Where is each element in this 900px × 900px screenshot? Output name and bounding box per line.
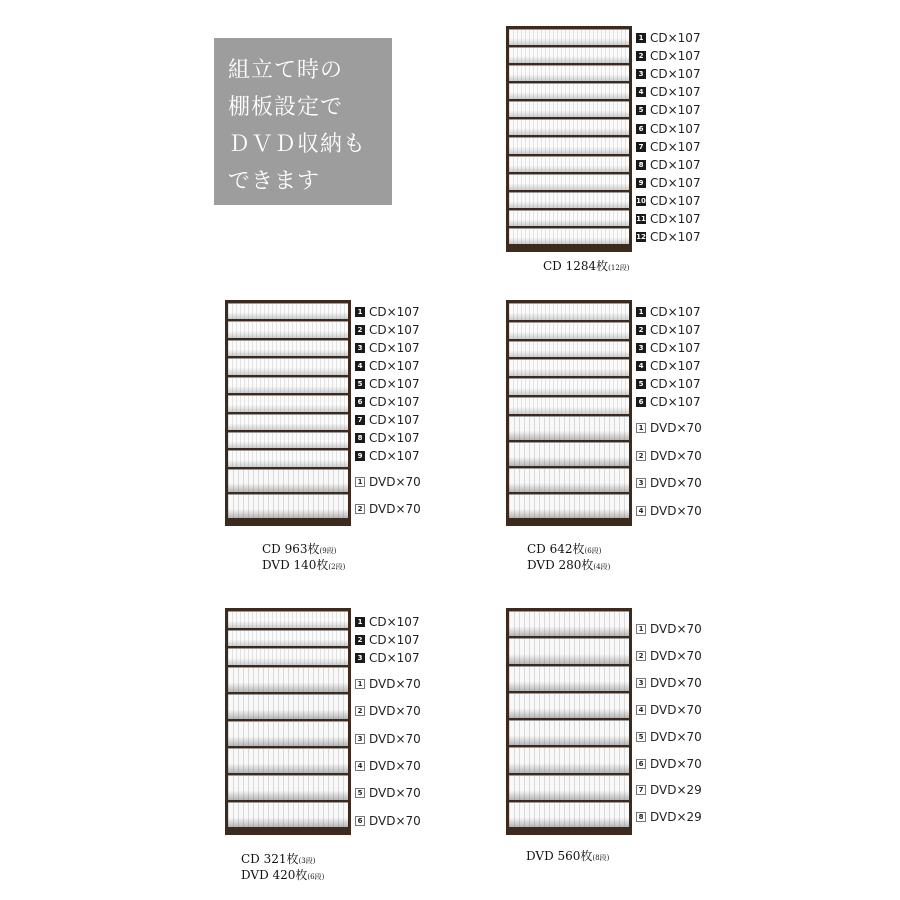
shelf-label xyxy=(636,421,702,435)
shelf-number-badge: 5 xyxy=(355,788,365,798)
shelf-capacity-label: CD×107 xyxy=(650,67,701,82)
caption-total: CD 321枚 xyxy=(241,852,299,866)
shelf-capacity-label: CD×107 xyxy=(369,359,420,373)
banner-line: 棚板設定で xyxy=(228,95,344,120)
dvd-shelf-row xyxy=(509,775,629,800)
shelf-capacity-label: DVD×29 xyxy=(650,810,702,825)
caption-total: DVD 560枚 xyxy=(526,849,593,863)
banner-line: ＤＶＤ収納も xyxy=(228,132,367,157)
cd-shelf-row xyxy=(228,377,348,393)
caption-tier-count: (2段) xyxy=(328,563,346,571)
shelf-label xyxy=(355,732,421,746)
shelf-number-badge: 4 xyxy=(636,506,646,516)
shelf-number-badge: 2 xyxy=(636,51,646,61)
shelf-number-badge: 10 xyxy=(636,196,646,205)
cd-shelf-row xyxy=(509,359,629,376)
shelf-label xyxy=(636,305,701,319)
info-banner xyxy=(214,38,392,205)
shelf-number-badge: 5 xyxy=(636,379,646,389)
shelf-capacity-label: CD×107 xyxy=(650,305,701,319)
caption-line xyxy=(241,868,324,884)
shelf-label xyxy=(636,230,701,244)
caption-tier-count: (9段) xyxy=(319,547,337,555)
caption-line xyxy=(262,542,345,558)
shelf-number-badge: 1 xyxy=(636,307,646,317)
shelf-number-badge: 8 xyxy=(636,812,646,822)
capacity-caption xyxy=(262,542,345,574)
shelf-capacity-label: CD×107 xyxy=(650,157,701,172)
shelf-number-badge: 6 xyxy=(355,816,365,826)
shelf-capacity-label: CD×107 xyxy=(650,377,701,391)
shelf-label xyxy=(636,504,702,518)
caption-total: CD 1284枚 xyxy=(543,259,609,273)
shelf-label xyxy=(636,122,701,136)
dvd-shelf-row xyxy=(509,720,629,745)
shelf-number-badge: 4 xyxy=(355,761,365,771)
cd-shelf-row xyxy=(509,174,629,190)
shelf-label xyxy=(355,395,420,409)
shelf-capacity-label: CD×107 xyxy=(369,395,420,409)
cd-shelf-row xyxy=(228,358,348,374)
shelf-capacity-label: DVD×70 xyxy=(369,786,421,801)
shelf-number-badge: 11 xyxy=(636,215,646,223)
shelf-number-badge: 2 xyxy=(636,651,646,661)
caption-line xyxy=(527,558,610,574)
shelf-label xyxy=(636,85,701,99)
shelf-number-badge: 9 xyxy=(636,178,646,188)
shelf-number-badge: 2 xyxy=(636,451,646,461)
shelf-capacity-label: CD×107 xyxy=(650,139,701,154)
cd-shelf-row xyxy=(228,340,348,356)
shelf-number-badge: 2 xyxy=(355,504,365,514)
capacity-caption xyxy=(543,259,630,275)
shelf-number-badge: 3 xyxy=(636,343,646,353)
shelf-label xyxy=(636,323,701,337)
shelf-capacity-label: CD×107 xyxy=(650,103,701,118)
shelf-number-badge: 12 xyxy=(636,233,646,242)
shelf-capacity-label: DVD×70 xyxy=(650,648,702,663)
shelf-capacity-label: CD×107 xyxy=(650,121,701,136)
cd-shelf-row xyxy=(228,321,348,337)
cd-shelf-row xyxy=(228,395,348,411)
shelf-label xyxy=(636,810,702,824)
shelf-label xyxy=(636,49,701,63)
shelf-capacity-label: DVD×70 xyxy=(650,729,702,744)
bookcase-illustration xyxy=(225,608,351,835)
shelf-label xyxy=(355,341,420,355)
shelf-number-badge: 4 xyxy=(636,361,646,371)
shelf-number-badge: 3 xyxy=(355,653,365,663)
shelf-number-badge: 2 xyxy=(355,325,365,335)
shelf-capacity-label: CD×107 xyxy=(650,323,701,337)
shelf-number-badge: 1 xyxy=(636,624,646,634)
caption-tier-count: (3段) xyxy=(298,857,316,865)
shelf-capacity-label: CD×107 xyxy=(369,305,420,319)
shelf-label xyxy=(636,359,701,373)
shelf-label xyxy=(355,449,420,463)
shelf-number-badge: 4 xyxy=(355,361,365,371)
shelf-capacity-label: DVD×70 xyxy=(369,704,421,719)
shelf-capacity-label: CD×107 xyxy=(369,449,420,463)
shelf-label xyxy=(636,703,702,717)
cd-shelf-row xyxy=(509,137,629,153)
dvd-shelf-row xyxy=(509,747,629,772)
shelf-label xyxy=(636,140,701,154)
cd-shelf-row xyxy=(509,378,629,395)
shelf-label xyxy=(636,622,702,636)
shelf-capacity-label: CD×107 xyxy=(369,633,420,647)
shelf-capacity-label: DVD×70 xyxy=(650,448,702,463)
shelf-capacity-label: CD×107 xyxy=(650,212,701,226)
bookcase-illustration xyxy=(225,300,351,526)
shelf-capacity-label: CD×107 xyxy=(650,193,701,208)
shelf-label xyxy=(355,305,420,319)
shelf-capacity-label: CD×107 xyxy=(369,341,420,355)
shelf-capacity-label: DVD×70 xyxy=(650,675,702,690)
shelf-number-badge: 1 xyxy=(355,617,365,627)
shelf-capacity-label: DVD×70 xyxy=(369,758,421,773)
dvd-shelf-row xyxy=(509,802,629,827)
shelf-number-badge: 3 xyxy=(355,734,365,744)
shelf-label xyxy=(355,377,420,391)
shelf-label xyxy=(636,176,701,190)
capacity-caption xyxy=(527,542,610,574)
cd-shelf-row xyxy=(509,303,629,320)
cd-shelf-row xyxy=(509,228,629,244)
cd-shelf-row xyxy=(228,648,348,665)
dvd-shelf-row xyxy=(228,667,348,692)
bookcase-illustration xyxy=(506,608,632,835)
shelf-label xyxy=(355,759,421,773)
capacity-caption xyxy=(526,849,609,865)
shelf-capacity-label: DVD×70 xyxy=(650,503,702,518)
shelf-number-badge: 1 xyxy=(355,477,365,487)
cd-shelf-row xyxy=(509,322,629,339)
shelf-capacity-label: CD×107 xyxy=(650,31,701,45)
shelf-label xyxy=(636,341,701,355)
shelf-label xyxy=(355,502,421,516)
shelf-number-badge: 3 xyxy=(636,678,646,688)
cd-shelf-row xyxy=(509,47,629,63)
dvd-shelf-row xyxy=(509,442,629,466)
dvd-shelf-row xyxy=(509,468,629,492)
shelf-label xyxy=(355,615,420,629)
cd-shelf-row xyxy=(228,414,348,430)
banner-line: できます xyxy=(228,169,321,194)
shelf-label xyxy=(355,786,421,800)
shelf-capacity-label: DVD×29 xyxy=(650,783,702,798)
dvd-shelf-row xyxy=(509,416,629,440)
caption-tier-count: (12段) xyxy=(608,264,630,272)
shelf-number-badge: 1 xyxy=(636,423,646,433)
shelf-label xyxy=(636,377,701,391)
cd-shelf-row xyxy=(228,630,348,647)
dvd-shelf-row xyxy=(509,666,629,691)
shelf-number-badge: 5 xyxy=(636,732,646,742)
shelf-number-badge: 7 xyxy=(355,415,365,425)
caption-line xyxy=(241,852,324,868)
shelf-label xyxy=(355,323,420,337)
caption-total: DVD 280枚 xyxy=(527,558,594,572)
cd-shelf-row xyxy=(228,450,348,466)
shelf-label xyxy=(355,475,421,489)
shelf-label xyxy=(636,395,701,409)
shelf-capacity-label: DVD×70 xyxy=(650,756,702,771)
shelf-capacity-label: DVD×70 xyxy=(369,813,421,828)
shelf-label xyxy=(355,413,420,427)
shelf-capacity-label: CD×107 xyxy=(650,49,701,64)
shelf-capacity-label: CD×107 xyxy=(650,341,701,355)
shelf-label xyxy=(636,194,701,208)
cd-shelf-row xyxy=(509,119,629,135)
shelf-capacity-label: CD×107 xyxy=(650,175,701,190)
shelf-number-badge: 5 xyxy=(355,379,365,389)
dvd-shelf-row xyxy=(228,775,348,800)
dvd-shelf-row xyxy=(228,494,348,518)
shelf-number-badge: 6 xyxy=(355,397,365,407)
caption-line xyxy=(526,849,609,865)
shelf-capacity-label: CD×107 xyxy=(369,413,420,427)
shelf-number-badge: 1 xyxy=(355,679,365,689)
caption-total: CD 642枚 xyxy=(527,542,585,556)
cd-shelf-row xyxy=(509,101,629,117)
shelf-number-badge: 6 xyxy=(636,397,646,407)
shelf-label xyxy=(355,431,420,445)
shelf-number-badge: 9 xyxy=(355,451,365,461)
dvd-shelf-row xyxy=(509,611,629,636)
dvd-shelf-row xyxy=(228,469,348,493)
bookcase-illustration xyxy=(506,26,632,252)
cd-shelf-row xyxy=(228,432,348,448)
cd-shelf-row xyxy=(509,192,629,208)
shelf-capacity-label: DVD×70 xyxy=(369,475,421,489)
shelf-label xyxy=(355,651,420,665)
shelf-label xyxy=(636,103,701,117)
shelf-label xyxy=(636,67,701,81)
shelf-number-badge: 6 xyxy=(636,124,646,134)
shelf-number-badge: 3 xyxy=(636,478,646,488)
dvd-shelf-row xyxy=(228,694,348,719)
shelf-capacity-label: DVD×70 xyxy=(650,421,702,435)
shelf-capacity-label: CD×107 xyxy=(650,230,701,245)
shelf-capacity-label: DVD×70 xyxy=(369,731,421,746)
shelf-number-badge: 3 xyxy=(636,69,646,79)
shelf-number-badge: 5 xyxy=(636,105,646,115)
shelf-capacity-label: CD×107 xyxy=(650,85,701,100)
shelf-label xyxy=(636,31,701,45)
shelf-capacity-label: CD×107 xyxy=(369,615,420,629)
shelf-label xyxy=(355,633,420,647)
caption-total: CD 963枚 xyxy=(262,542,320,556)
shelf-capacity-label: CD×107 xyxy=(369,377,420,391)
shelf-capacity-label: DVD×70 xyxy=(650,622,702,636)
shelf-label xyxy=(355,814,421,828)
dvd-shelf-row xyxy=(228,748,348,773)
shelf-label xyxy=(636,730,702,744)
shelf-capacity-label: CD×107 xyxy=(369,323,420,337)
shelf-number-badge: 8 xyxy=(636,160,646,170)
cd-shelf-row xyxy=(509,156,629,172)
cd-shelf-row xyxy=(228,303,348,319)
cd-shelf-row xyxy=(509,29,629,45)
shelf-capacity-label: CD×107 xyxy=(369,431,420,445)
caption-line xyxy=(543,259,630,275)
shelf-capacity-label: CD×107 xyxy=(650,395,701,409)
shelf-number-badge: 3 xyxy=(355,343,365,353)
shelf-number-badge: 4 xyxy=(636,87,646,97)
dvd-shelf-row xyxy=(509,638,629,663)
shelf-label xyxy=(636,449,702,463)
shelf-label xyxy=(636,158,701,172)
shelf-number-badge: 1 xyxy=(355,307,365,317)
shelf-label xyxy=(636,649,702,663)
shelf-number-badge: 7 xyxy=(636,142,646,152)
cd-shelf-row xyxy=(509,397,629,414)
caption-line xyxy=(262,558,345,574)
shelf-capacity-label: DVD×70 xyxy=(650,702,702,717)
cd-shelf-row xyxy=(509,65,629,81)
shelf-number-badge: 6 xyxy=(636,759,646,769)
shelf-label xyxy=(355,677,421,691)
shelf-label xyxy=(636,676,702,690)
shelf-label xyxy=(636,783,702,797)
caption-total: DVD 140枚 xyxy=(262,558,329,572)
shelf-capacity-label: DVD×70 xyxy=(369,677,421,691)
shelf-number-badge: 2 xyxy=(636,325,646,335)
caption-tier-count: (6段) xyxy=(307,873,325,881)
caption-line xyxy=(527,542,610,558)
shelf-capacity-label: CD×107 xyxy=(650,359,701,373)
shelf-number-badge: 1 xyxy=(636,33,646,43)
shelf-number-badge: 2 xyxy=(355,706,365,716)
cd-shelf-row xyxy=(228,611,348,628)
shelf-capacity-label: DVD×70 xyxy=(650,476,702,490)
shelf-number-badge: 2 xyxy=(355,635,365,645)
shelf-label xyxy=(355,359,420,373)
cd-shelf-row xyxy=(509,210,629,226)
caption-total: DVD 420枚 xyxy=(241,868,308,882)
shelf-label xyxy=(636,757,702,771)
shelf-capacity-label: CD×107 xyxy=(369,651,420,665)
banner-line: 組立て時の xyxy=(228,58,344,83)
cd-shelf-row xyxy=(509,341,629,358)
shelf-label xyxy=(636,212,701,226)
dvd-shelf-row xyxy=(509,693,629,718)
capacity-caption xyxy=(241,852,324,884)
shelf-number-badge: 7 xyxy=(636,785,646,795)
bookcase-illustration xyxy=(506,300,632,526)
caption-tier-count: (6段) xyxy=(584,547,602,555)
cd-shelf-row xyxy=(509,83,629,99)
dvd-shelf-row xyxy=(509,494,629,518)
shelf-number-badge: 8 xyxy=(355,433,365,443)
shelf-label xyxy=(355,704,421,718)
dvd-shelf-row xyxy=(228,721,348,746)
shelf-number-badge: 4 xyxy=(636,705,646,715)
dvd-shelf-row xyxy=(228,802,348,827)
shelf-capacity-label: DVD×70 xyxy=(369,502,421,516)
caption-tier-count: (4段) xyxy=(593,563,611,571)
shelf-label xyxy=(636,476,702,490)
caption-tier-count: (8段) xyxy=(592,854,610,862)
